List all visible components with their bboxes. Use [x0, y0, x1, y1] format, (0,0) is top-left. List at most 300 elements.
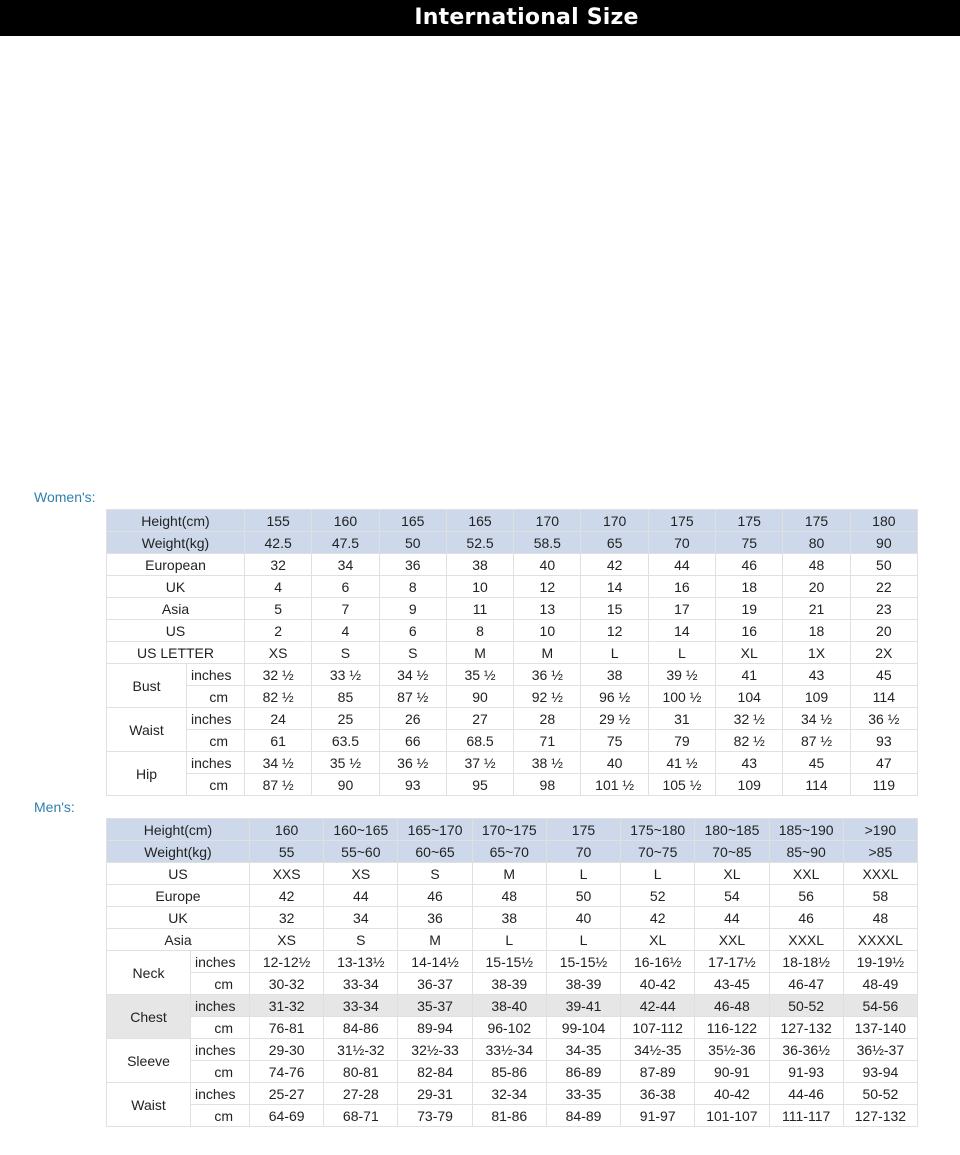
- table-cell: 18: [716, 576, 783, 598]
- table-cell: 35 ½: [446, 664, 513, 686]
- unit-label: inches: [191, 1083, 250, 1105]
- table-cell: 2: [245, 620, 312, 642]
- table-cell: 21: [783, 598, 850, 620]
- table-cell: 7: [312, 598, 379, 620]
- table-cell: 86-89: [546, 1061, 620, 1083]
- table-cell: 175: [783, 510, 850, 532]
- table-cell: 84-86: [324, 1017, 398, 1039]
- table-cell: 52.5: [446, 532, 513, 554]
- table-cell: 119: [850, 774, 917, 796]
- table-cell: 50: [379, 532, 446, 554]
- table-cell: XS: [245, 642, 312, 664]
- table-row: [107, 708, 918, 730]
- table-cell: 64-69: [250, 1105, 324, 1127]
- table-cell: 33-34: [324, 973, 398, 995]
- table-cell: 15: [581, 598, 648, 620]
- table-cell: 36½-37: [843, 1039, 917, 1061]
- table-cell: 70: [546, 841, 620, 863]
- table-cell: 40-42: [621, 973, 695, 995]
- table-cell: 40-42: [695, 1083, 769, 1105]
- row-label: US LETTER: [107, 642, 245, 664]
- group-label: Hip: [107, 752, 187, 796]
- table-cell: 23: [850, 598, 917, 620]
- table-cell: 34: [324, 907, 398, 929]
- table-cell: 99-104: [546, 1017, 620, 1039]
- row-label: UK: [107, 907, 250, 929]
- table-cell: 89-94: [398, 1017, 472, 1039]
- table-cell: 42: [250, 885, 324, 907]
- table-cell: 24: [245, 708, 312, 730]
- row-label: Asia: [107, 598, 245, 620]
- table-cell: 36-37: [398, 973, 472, 995]
- table-cell: 82-84: [398, 1061, 472, 1083]
- table-cell: L: [546, 929, 620, 951]
- table-cell: 91-93: [769, 1061, 843, 1083]
- table-cell: 16: [716, 620, 783, 642]
- table-cell: 11: [446, 598, 513, 620]
- unit-label: cm: [187, 774, 245, 796]
- table-cell: 34½-35: [621, 1039, 695, 1061]
- table-cell: 116-122: [695, 1017, 769, 1039]
- table-cell: 91-97: [621, 1105, 695, 1127]
- table-cell: 38-40: [472, 995, 546, 1017]
- table-cell: 31: [648, 708, 715, 730]
- table-cell: 160: [250, 819, 324, 841]
- table-cell: 32-34: [472, 1083, 546, 1105]
- table-cell: >190: [843, 819, 917, 841]
- unit-label: cm: [191, 1105, 250, 1127]
- table-cell: 39-41: [546, 995, 620, 1017]
- table-cell: S: [324, 929, 398, 951]
- table-cell: 46: [398, 885, 472, 907]
- group-label: Sleeve: [107, 1039, 191, 1083]
- table-cell: 12: [581, 620, 648, 642]
- table-cell: 170: [514, 510, 581, 532]
- table-cell: 111-117: [769, 1105, 843, 1127]
- unit-label: cm: [191, 1017, 250, 1039]
- table-cell: 85~90: [769, 841, 843, 863]
- group-label: Bust: [107, 664, 187, 708]
- table-cell: 98: [514, 774, 581, 796]
- table-cell: >85: [843, 841, 917, 863]
- table-cell: 27-28: [324, 1083, 398, 1105]
- table-cell: XXXXL: [843, 929, 917, 951]
- table-cell: 47.5: [312, 532, 379, 554]
- table-cell: 36: [398, 907, 472, 929]
- table-cell: 9: [379, 598, 446, 620]
- table-cell: 36-38: [621, 1083, 695, 1105]
- table-cell: S: [379, 642, 446, 664]
- table-row: [107, 620, 918, 642]
- table-cell: XXXL: [769, 929, 843, 951]
- table-cell: 58.5: [514, 532, 581, 554]
- table-cell: 60~65: [398, 841, 472, 863]
- table-cell: 114: [850, 686, 917, 708]
- table-cell: 87 ½: [783, 730, 850, 752]
- table-row: [107, 1105, 918, 1127]
- table-cell: 50: [850, 554, 917, 576]
- unit-label: cm: [191, 1061, 250, 1083]
- table-cell: 114: [783, 774, 850, 796]
- table-cell: 33½-34: [472, 1039, 546, 1061]
- table-cell: 12-12½: [250, 951, 324, 973]
- table-cell: 87-89: [621, 1061, 695, 1083]
- table-cell: 13-13½: [324, 951, 398, 973]
- table-cell: 160: [312, 510, 379, 532]
- row-label: Height(cm): [107, 819, 250, 841]
- table-cell: 40: [581, 752, 648, 774]
- table-row: [107, 995, 918, 1017]
- table-row: [107, 730, 918, 752]
- unit-label: cm: [187, 686, 245, 708]
- table-row: [107, 863, 918, 885]
- row-label: Asia: [107, 929, 250, 951]
- table-cell: XXL: [695, 929, 769, 951]
- table-cell: 15-15½: [472, 951, 546, 973]
- table-cell: 17-17½: [695, 951, 769, 973]
- table-row: [107, 576, 918, 598]
- table-cell: 54-56: [843, 995, 917, 1017]
- table-cell: 38-39: [546, 973, 620, 995]
- table-row: [107, 819, 918, 841]
- unit-label: inches: [187, 664, 245, 686]
- table-cell: 26: [379, 708, 446, 730]
- table-cell: 46: [769, 907, 843, 929]
- table-row: [107, 1061, 918, 1083]
- table-cell: XXS: [250, 863, 324, 885]
- table-cell: 93: [379, 774, 446, 796]
- table-cell: 45: [783, 752, 850, 774]
- table-cell: 38: [581, 664, 648, 686]
- table-cell: 73-79: [398, 1105, 472, 1127]
- table-cell: L: [581, 642, 648, 664]
- table-cell: 75: [716, 532, 783, 554]
- page-title: International Size: [414, 5, 639, 30]
- table-cell: 170: [581, 510, 648, 532]
- women-section-label: Women's:: [34, 489, 96, 505]
- table-cell: 18: [783, 620, 850, 642]
- table-cell: XXXL: [843, 863, 917, 885]
- table-cell: 16-16½: [621, 951, 695, 973]
- table-cell: 48-49: [843, 973, 917, 995]
- table-cell: 85: [312, 686, 379, 708]
- row-label: US: [107, 863, 250, 885]
- table-cell: 36 ½: [514, 664, 581, 686]
- table-cell: 165: [446, 510, 513, 532]
- table-cell: 35-37: [398, 995, 472, 1017]
- table-cell: L: [546, 863, 620, 885]
- table-cell: 50: [546, 885, 620, 907]
- table-cell: 35 ½: [312, 752, 379, 774]
- table-cell: 180: [850, 510, 917, 532]
- table-row: [107, 752, 918, 774]
- unit-label: inches: [191, 951, 250, 973]
- table-cell: 42.5: [245, 532, 312, 554]
- table-cell: 61: [245, 730, 312, 752]
- table-cell: 82 ½: [716, 730, 783, 752]
- table-cell: 41 ½: [648, 752, 715, 774]
- table-cell: 37 ½: [446, 752, 513, 774]
- table-cell: XXL: [769, 863, 843, 885]
- table-cell: 33-35: [546, 1083, 620, 1105]
- table-cell: 185~190: [769, 819, 843, 841]
- table-cell: M: [398, 929, 472, 951]
- men-section-label: Men's:: [34, 799, 75, 815]
- table-cell: 101-107: [695, 1105, 769, 1127]
- table-cell: 29-31: [398, 1083, 472, 1105]
- table-cell: 34: [312, 554, 379, 576]
- table-cell: 5: [245, 598, 312, 620]
- table-cell: 31½-32: [324, 1039, 398, 1061]
- table-cell: 45: [850, 664, 917, 686]
- table-cell: L: [648, 642, 715, 664]
- table-row: [107, 532, 918, 554]
- table-row: [107, 1017, 918, 1039]
- table-cell: 46-48: [695, 995, 769, 1017]
- table-cell: 48: [843, 907, 917, 929]
- group-label: Chest: [107, 995, 191, 1039]
- table-cell: 10: [446, 576, 513, 598]
- table-cell: 19-19½: [843, 951, 917, 973]
- table-row: [107, 774, 918, 796]
- table-cell: 35½-36: [695, 1039, 769, 1061]
- table-cell: 42-44: [621, 995, 695, 1017]
- table-cell: 36: [379, 554, 446, 576]
- table-cell: M: [514, 642, 581, 664]
- table-cell: 54: [695, 885, 769, 907]
- table-cell: 41: [716, 664, 783, 686]
- table-cell: 16: [648, 576, 715, 598]
- table-cell: 96 ½: [581, 686, 648, 708]
- table-cell: 87 ½: [245, 774, 312, 796]
- table-cell: 47: [850, 752, 917, 774]
- table-cell: 75: [581, 730, 648, 752]
- table-cell: 46: [716, 554, 783, 576]
- table-cell: 20: [783, 576, 850, 598]
- table-cell: 52: [621, 885, 695, 907]
- table-cell: 74-76: [250, 1061, 324, 1083]
- table-cell: 82 ½: [245, 686, 312, 708]
- table-cell: 101 ½: [581, 774, 648, 796]
- table-cell: 34 ½: [379, 664, 446, 686]
- group-label: Neck: [107, 951, 191, 995]
- unit-label: inches: [187, 708, 245, 730]
- table-cell: 66: [379, 730, 446, 752]
- table-cell: 14: [581, 576, 648, 598]
- row-label: US: [107, 620, 245, 642]
- table-cell: 32 ½: [716, 708, 783, 730]
- table-row: [107, 973, 918, 995]
- table-cell: 14-14½: [398, 951, 472, 973]
- table-cell: 12: [514, 576, 581, 598]
- table-cell: 100 ½: [648, 686, 715, 708]
- table-cell: 48: [472, 885, 546, 907]
- table-cell: 44: [324, 885, 398, 907]
- table-cell: 10: [514, 620, 581, 642]
- table-cell: 85-86: [472, 1061, 546, 1083]
- table-cell: 68-71: [324, 1105, 398, 1127]
- table-row: [107, 554, 918, 576]
- table-cell: 6: [379, 620, 446, 642]
- table-cell: 92 ½: [514, 686, 581, 708]
- group-label: Waist: [107, 708, 187, 752]
- table-cell: 32½-33: [398, 1039, 472, 1061]
- table-cell: 93-94: [843, 1061, 917, 1083]
- table-cell: 40: [546, 907, 620, 929]
- table-cell: 63.5: [312, 730, 379, 752]
- table-cell: 40: [514, 554, 581, 576]
- table-cell: 109: [783, 686, 850, 708]
- women-size-table: [106, 509, 918, 796]
- table-cell: 15-15½: [546, 951, 620, 973]
- table-cell: 2X: [850, 642, 917, 664]
- table-cell: 20: [850, 620, 917, 642]
- table-cell: 50-52: [769, 995, 843, 1017]
- table-cell: 81-86: [472, 1105, 546, 1127]
- table-cell: 8: [446, 620, 513, 642]
- table-cell: 19: [716, 598, 783, 620]
- table-cell: 28: [514, 708, 581, 730]
- table-cell: 34 ½: [245, 752, 312, 774]
- table-cell: 180~185: [695, 819, 769, 841]
- table-cell: 58: [843, 885, 917, 907]
- table-cell: 90-91: [695, 1061, 769, 1083]
- table-cell: 104: [716, 686, 783, 708]
- table-row: [107, 1083, 918, 1105]
- table-cell: 84-89: [546, 1105, 620, 1127]
- table-cell: 32: [250, 907, 324, 929]
- table-cell: 70: [648, 532, 715, 554]
- table-cell: 38 ½: [514, 752, 581, 774]
- table-cell: 32 ½: [245, 664, 312, 686]
- table-cell: 48: [783, 554, 850, 576]
- row-label: Weight(kg): [107, 532, 245, 554]
- row-label: Europe: [107, 885, 250, 907]
- table-cell: 127-132: [843, 1105, 917, 1127]
- table-cell: 175: [716, 510, 783, 532]
- table-cell: 8: [379, 576, 446, 598]
- table-cell: 25: [312, 708, 379, 730]
- table-cell: 50-52: [843, 1083, 917, 1105]
- table-cell: 42: [581, 554, 648, 576]
- table-cell: 29 ½: [581, 708, 648, 730]
- table-cell: 87 ½: [379, 686, 446, 708]
- table-cell: 105 ½: [648, 774, 715, 796]
- table-cell: L: [472, 929, 546, 951]
- table-cell: 33-34: [324, 995, 398, 1017]
- table-cell: 44: [648, 554, 715, 576]
- table-cell: 175: [648, 510, 715, 532]
- table-row: [107, 841, 918, 863]
- table-cell: 44-46: [769, 1083, 843, 1105]
- table-cell: S: [398, 863, 472, 885]
- table-cell: 160~165: [324, 819, 398, 841]
- table-cell: 127-132: [769, 1017, 843, 1039]
- table-cell: 68.5: [446, 730, 513, 752]
- table-cell: 27: [446, 708, 513, 730]
- table-cell: 36 ½: [850, 708, 917, 730]
- table-cell: 14: [648, 620, 715, 642]
- header-banner: [0, 0, 960, 36]
- row-label: Height(cm): [107, 510, 245, 532]
- table-cell: 90: [850, 532, 917, 554]
- table-cell: 70~75: [621, 841, 695, 863]
- unit-label: inches: [191, 1039, 250, 1061]
- table-cell: 70~85: [695, 841, 769, 863]
- table-row: [107, 598, 918, 620]
- table-cell: 38: [446, 554, 513, 576]
- row-label: UK: [107, 576, 245, 598]
- men-size-table: [106, 818, 918, 1127]
- unit-label: cm: [191, 973, 250, 995]
- table-cell: 36-36½: [769, 1039, 843, 1061]
- group-label: Waist: [107, 1083, 191, 1127]
- table-cell: 39 ½: [648, 664, 715, 686]
- table-row: [107, 951, 918, 973]
- table-cell: M: [472, 863, 546, 885]
- table-row: [107, 1039, 918, 1061]
- table-cell: 107-112: [621, 1017, 695, 1039]
- table-cell: 46-47: [769, 973, 843, 995]
- table-cell: 43-45: [695, 973, 769, 995]
- table-cell: 56: [769, 885, 843, 907]
- table-cell: 42: [621, 907, 695, 929]
- table-cell: 95: [446, 774, 513, 796]
- table-row: [107, 664, 918, 686]
- table-cell: 36 ½: [379, 752, 446, 774]
- table-cell: 4: [245, 576, 312, 598]
- table-cell: 44: [695, 907, 769, 929]
- table-row: [107, 885, 918, 907]
- table-cell: 34 ½: [783, 708, 850, 730]
- table-cell: XL: [716, 642, 783, 664]
- table-cell: 43: [716, 752, 783, 774]
- table-cell: 38: [472, 907, 546, 929]
- table-cell: 96-102: [472, 1017, 546, 1039]
- table-cell: 55: [250, 841, 324, 863]
- table-cell: 90: [446, 686, 513, 708]
- table-cell: M: [446, 642, 513, 664]
- table-cell: 93: [850, 730, 917, 752]
- table-cell: 175: [546, 819, 620, 841]
- table-row: [107, 510, 918, 532]
- table-cell: 65: [581, 532, 648, 554]
- table-cell: 25-27: [250, 1083, 324, 1105]
- table-cell: 65~70: [472, 841, 546, 863]
- table-cell: 34-35: [546, 1039, 620, 1061]
- table-cell: 155: [245, 510, 312, 532]
- table-row: [107, 929, 918, 951]
- table-cell: 29-30: [250, 1039, 324, 1061]
- table-cell: 4: [312, 620, 379, 642]
- row-label: Weight(kg): [107, 841, 250, 863]
- table-cell: 80-81: [324, 1061, 398, 1083]
- table-cell: 137-140: [843, 1017, 917, 1039]
- table-cell: XL: [695, 863, 769, 885]
- table-cell: 38-39: [472, 973, 546, 995]
- table-cell: 175~180: [621, 819, 695, 841]
- table-row: [107, 686, 918, 708]
- table-cell: 30-32: [250, 973, 324, 995]
- table-cell: 43: [783, 664, 850, 686]
- table-row: [107, 642, 918, 664]
- table-cell: L: [621, 863, 695, 885]
- table-cell: 33 ½: [312, 664, 379, 686]
- table-cell: XS: [250, 929, 324, 951]
- table-cell: 76-81: [250, 1017, 324, 1039]
- table-cell: S: [312, 642, 379, 664]
- table-cell: 165: [379, 510, 446, 532]
